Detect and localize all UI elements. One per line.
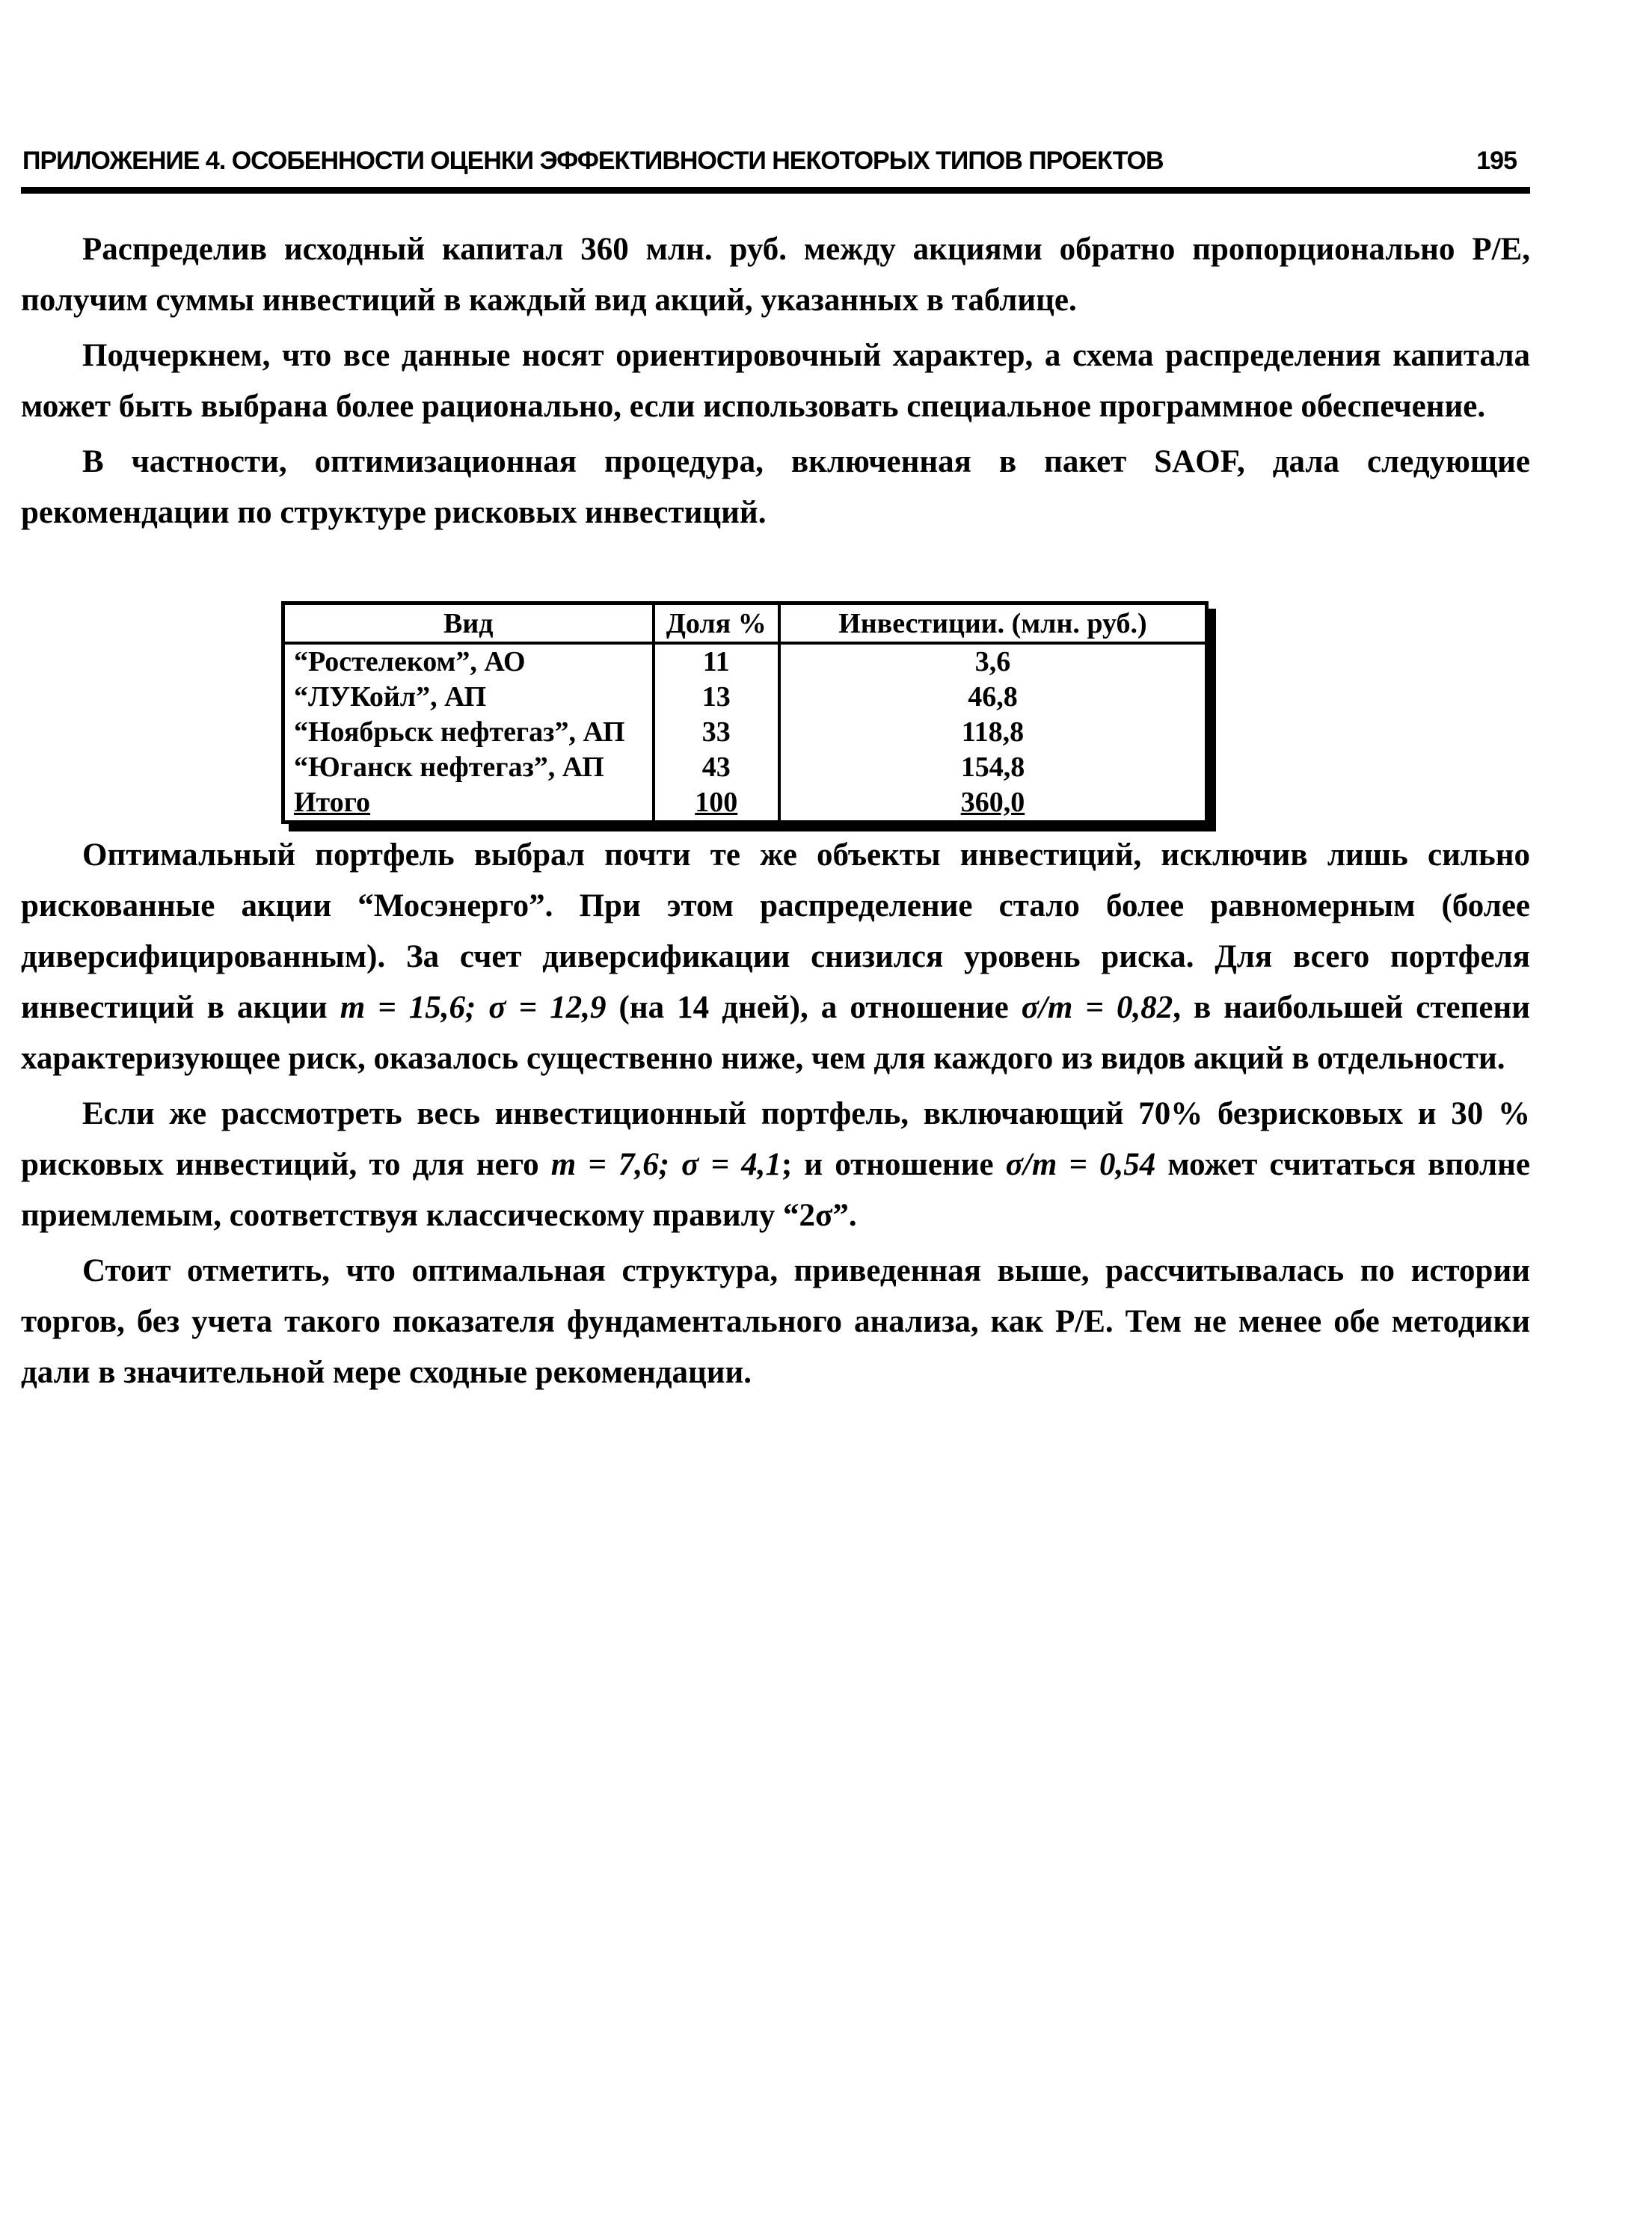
cell-type: Итого <box>283 785 654 823</box>
cell-share: 13 <box>654 680 779 715</box>
cell-investment: 3,6 <box>779 643 1207 680</box>
table-row <box>283 715 1207 750</box>
header-cell-share: Доля % <box>654 603 779 644</box>
running-header <box>22 144 1527 181</box>
paragraph-4 <box>21 830 1530 1084</box>
paragraph-4-text-c: , в наибольшей степени характеризующее риск, оказалось существенно ниже, чем для каждого из видов акций в отдельности. <box>21 990 1531 1076</box>
cell-share: 100 <box>654 785 779 823</box>
paragraph-5-formula-ratio: σ/m = 0,54 <box>1005 1147 1156 1182</box>
header-cell-investment: Инвестиции. (млн. руб.) <box>779 603 1207 644</box>
table-total-row <box>283 785 1207 823</box>
paragraph-2: Подчеркнем, что все данные носят ориентировочный характер, а схема распределения капитала может быть выбрана более рационально, если использовать специальное программное обеспечение. <box>21 338 1530 424</box>
cell-share: 33 <box>654 715 779 750</box>
cell-type: “ЛУКойл”, АП <box>283 680 654 715</box>
paragraph-4-formula-m: m = 15,6; σ = 12,9 <box>340 990 607 1025</box>
paragraph-4-text-b: (на 14 дней), а отношение <box>606 990 1022 1025</box>
paragraph-5-text-c: может считаться вполне приемлемым, соответствуя классическому правилу “2σ”. <box>21 1147 1531 1233</box>
running-header-title: ПРИЛОЖЕНИЕ 4. ОСОБЕННОСТИ ОЦЕНКИ ЭФФЕКТИВНОСТИ НЕКОТОРЫХ ТИПОВ ПРОЕКТОВ <box>22 147 1164 175</box>
paragraph-3: В частности, оптимизационная процедура, включенная в пакет SAOF, дала следующие рекомендации по структуре рисковых инвестиций. <box>21 444 1530 530</box>
cell-investment: 46,8 <box>779 680 1207 715</box>
cell-share: 11 <box>654 643 779 680</box>
table-header-row <box>283 603 1207 644</box>
paragraph-5-text-a: Если же рассмотреть весь инвестиционный портфель, включающий 70% безрисковых и 30 % рисковых инвестиций, то для него <box>21 1096 1530 1182</box>
cell-investment: 154,8 <box>779 750 1207 785</box>
paragraph-4-text-a: Оптимальный портфель выбрал почти те же объекты инвестиций, исключив лишь сильно рискованные акции “Мосэнерго”. При этом распределение стало более равномерным (более диверсифицированным). За счет диверсификации снизился уровень риска. Для всего портфеля инвестиций в акции <box>21 837 1530 1025</box>
table-row <box>283 680 1207 715</box>
paragraph-5-formula-m: m = 7,6; σ = 4,1 <box>550 1147 782 1182</box>
table-row <box>283 643 1207 680</box>
paragraph-1: Распределив исходный капитал 360 млн. руб. между акциями обратно пропорционально P/E, получим суммы инвестиций в каждый вид акций, указанных в таблице. <box>21 232 1530 318</box>
page-number: 195 <box>1476 147 1517 175</box>
investment-table-wrapper <box>281 601 1222 824</box>
header-rule <box>21 187 1530 194</box>
cell-share: 43 <box>654 750 779 785</box>
paragraph-5-text-b: ; и отношение <box>781 1147 1006 1182</box>
table-row <box>283 750 1207 785</box>
investment-table <box>281 601 1209 824</box>
header-cell-type: Вид <box>283 603 654 644</box>
paragraph-4-formula-ratio: σ/m = 0,82 <box>1021 990 1173 1025</box>
cell-type: “Ноябрьск нефтегаз”, АП <box>283 715 654 750</box>
paragraph-6: Стоит отметить, что оптимальная структура, приведенная выше, рассчитывалась по истории торгов, без учета такого показателя фундаментального анализа, как P/E. Тем не менее обе методики дали в значительной мере сходные рекомендации. <box>21 1253 1530 1390</box>
paragraph-5 <box>21 1089 1530 1241</box>
cell-type: “Ростелеком”, АО <box>283 643 654 680</box>
cell-type: “Юганск нефтегаз”, АП <box>283 750 654 785</box>
cell-investment: 118,8 <box>779 715 1207 750</box>
cell-investment: 360,0 <box>779 785 1207 823</box>
